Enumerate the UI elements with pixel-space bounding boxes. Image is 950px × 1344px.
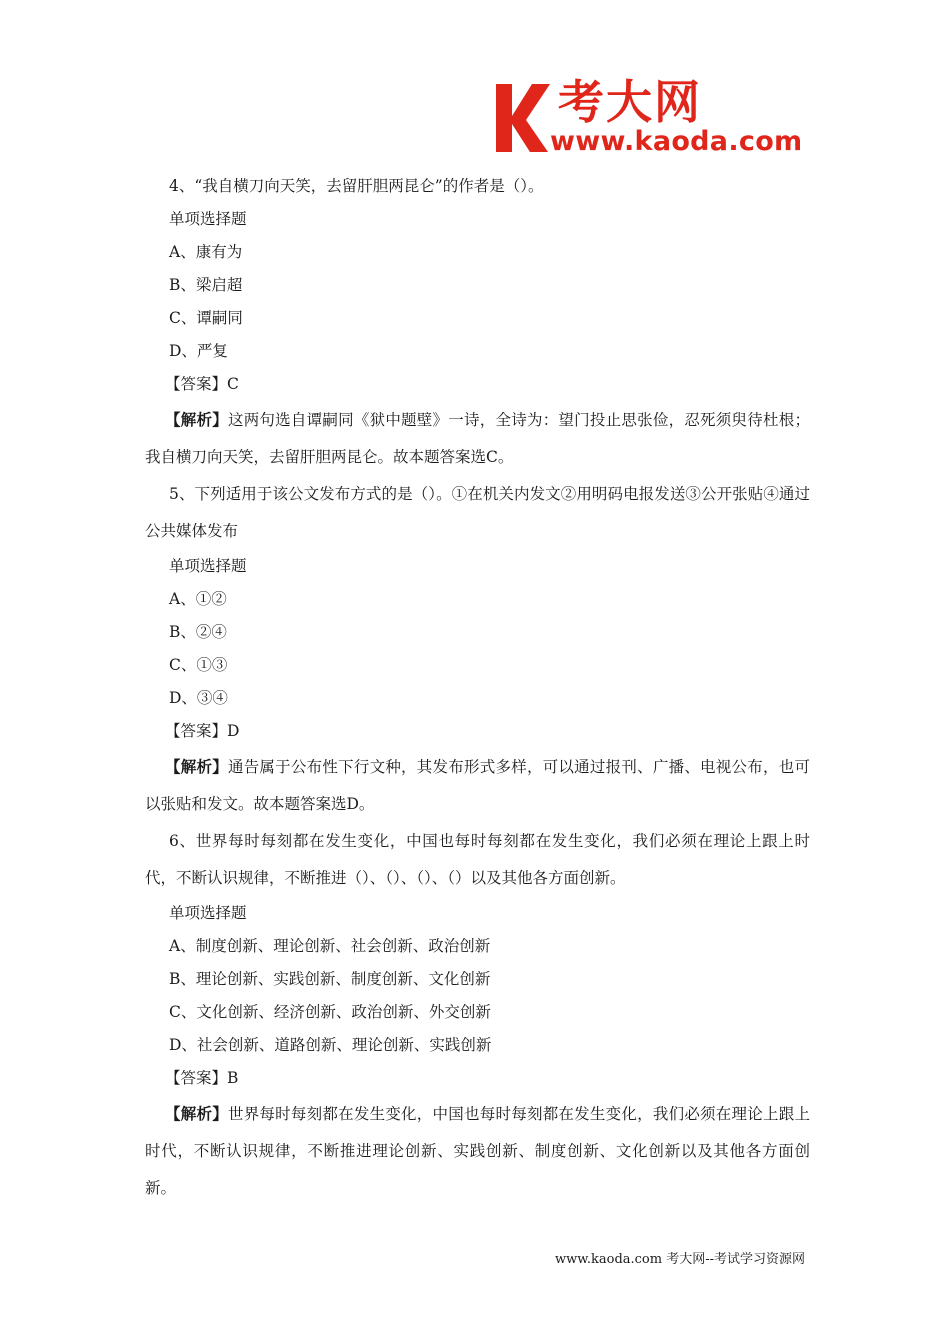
logo-url: www.kaoda.com bbox=[550, 126, 803, 157]
question-4 bbox=[145, 170, 810, 476]
option-a: A、①② bbox=[169, 590, 227, 608]
question-stem: 6、世界每时每刻都在发生变化，中国也每时每刻都在发生变化，我们必须在理论上跟上时代，不断认识规律，不断推进（）、（）、（）、（）以及其他各方面创新。 bbox=[145, 832, 810, 887]
option-d: D、社会创新、道路创新、理论创新、实践创新 bbox=[169, 1036, 492, 1054]
answer-line bbox=[145, 1062, 810, 1095]
answer-label: 【答案】 bbox=[165, 722, 228, 740]
answer-label: 【答案】 bbox=[165, 375, 228, 393]
answer-line bbox=[145, 715, 810, 748]
logo-title: 考大网 bbox=[558, 75, 702, 129]
option-b: B、理论创新、实践创新、制度创新、文化创新 bbox=[169, 970, 491, 988]
kaoda-logo bbox=[492, 75, 812, 160]
question-type: 单项选择题 bbox=[169, 210, 247, 228]
analysis-text: 这两句选自谭嗣同《狱中题壁》一诗，全诗为：望门投止思张俭，忍死须臾待杜根；我自横刀向天笑，去留肝胆两昆仑。故本题答案选C。 bbox=[145, 411, 810, 466]
analysis-paragraph bbox=[145, 748, 810, 823]
answer-value: C bbox=[227, 375, 239, 393]
option-b: B、②④ bbox=[169, 623, 227, 641]
option-d: D、③④ bbox=[169, 689, 228, 707]
answer-line bbox=[145, 368, 810, 401]
option-b: B、梁启超 bbox=[169, 276, 243, 294]
option-c: C、①③ bbox=[169, 656, 228, 674]
question-type: 单项选择题 bbox=[169, 557, 247, 575]
page-footer: www.kaoda.com 考大网--考试学习资源网 bbox=[555, 1252, 805, 1267]
question-stem: 4、“我自横刀向天笑，去留肝胆两昆仑”的作者是（）。 bbox=[169, 177, 544, 195]
analysis-label: 【解析】 bbox=[165, 410, 228, 429]
document-body bbox=[145, 170, 810, 1207]
answer-label: 【答案】 bbox=[165, 1069, 228, 1087]
analysis-paragraph bbox=[145, 401, 810, 476]
analysis-text: 通告属于公布性下行文种，其发布形式多样，可以通过报刊、广播、电视公布，也可以张贴和发文。故本题答案选D。 bbox=[145, 758, 810, 813]
analysis-label: 【解析】 bbox=[165, 1104, 228, 1123]
option-c: C、谭嗣同 bbox=[169, 309, 243, 327]
question-6 bbox=[145, 823, 810, 1207]
option-c: C、文化创新、经济创新、政治创新、外交创新 bbox=[169, 1003, 491, 1021]
analysis-text: 世界每时每刻都在发生变化，中国也每时每刻都在发生变化，我们必须在理论上跟上时代，不断认识规律，不断推进理论创新、实践创新、制度创新、文化创新以及其他各方面创新。 bbox=[145, 1105, 810, 1197]
question-type: 单项选择题 bbox=[169, 904, 247, 922]
answer-value: B bbox=[227, 1069, 239, 1087]
option-d: D、严复 bbox=[169, 342, 228, 360]
k-logo-icon bbox=[492, 82, 552, 154]
analysis-label: 【解析】 bbox=[165, 757, 228, 776]
analysis-paragraph bbox=[145, 1095, 810, 1207]
question-stem: 5、下列适用于该公文发布方式的是（）。①在机关内发文②用明码电报发送③公开张贴④通过公共媒体发布 bbox=[145, 485, 810, 540]
option-a: A、制度创新、理论创新、社会创新、政治创新 bbox=[169, 937, 491, 955]
option-a: A、康有为 bbox=[169, 243, 243, 261]
question-5 bbox=[145, 476, 810, 823]
answer-value: D bbox=[227, 722, 240, 740]
